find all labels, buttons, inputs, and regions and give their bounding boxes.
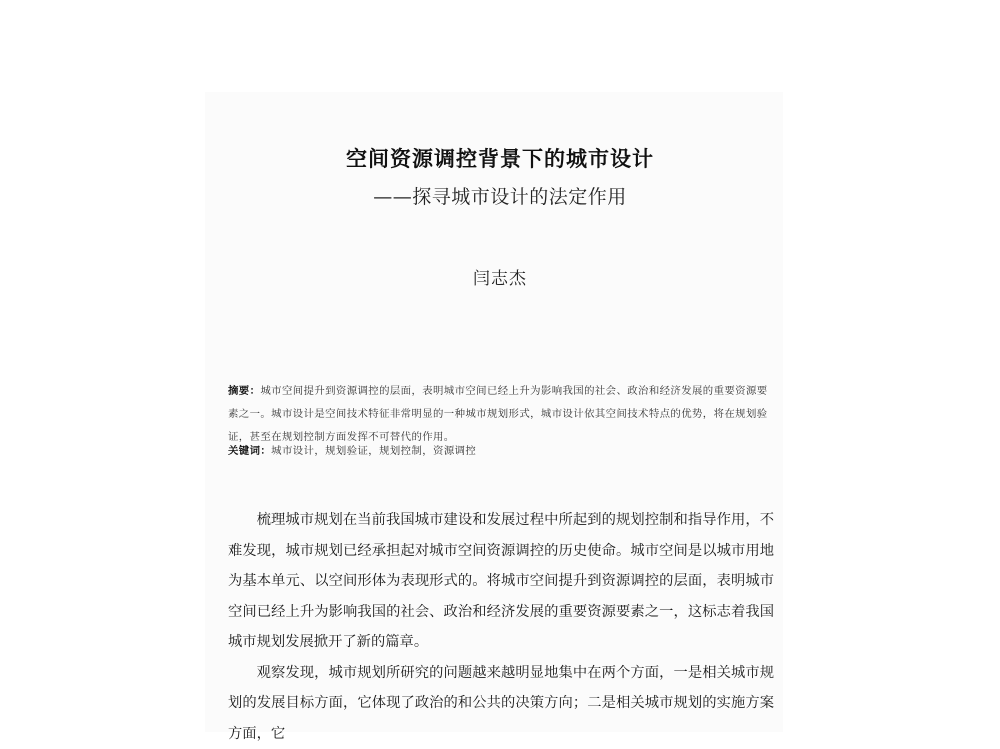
keywords <box>228 441 774 461</box>
document-subtitle: ——探寻城市设计的法定作用 <box>0 182 1000 209</box>
body-paragraph: 观察发现，城市规划所研究的问题越来越明显地集中在两个方面，一是相关城市规划的发展目标方面，它体现了政治的和公共的决策方向；二是相关城市规划的实施方案方面，它 <box>228 658 774 749</box>
abstract-text: 城市空间提升到资源调控的层面，表明城市空间已经上升为影响我国的社会、政治和经济发展的重要资源要素之一。城市设计是空间技术特征非常明显的一种城市规划形式，城市设计依其空间技术特点的优势，将在规划验证，甚至在规划控制方面发挥不可替代的作用。 <box>228 385 768 443</box>
body-text <box>228 505 774 749</box>
keywords-text: 城市设计，规划验证，规划控制，资源调控 <box>271 445 476 457</box>
keywords-label: 关键词： <box>228 445 271 457</box>
body-paragraph: 梳理城市规划在当前我国城市建设和发展过程中所起到的规划控制和指导作用，不难发现，城市规划已经承担起对城市空间资源调控的历史使命。城市空间是以城市用地为基本单元、以空间形体为表现形式的。将城市空间提升到资源调控的层面，表明城市空间已经上升为影响我国的社会、政治和经济发展的重要资源要素之一，这标志着我国城市规划发展掀开了新的篇章。 <box>228 505 774 658</box>
abstract-label: 摘要： <box>228 385 260 397</box>
abstract <box>228 380 774 449</box>
author-name: 闫志杰 <box>0 264 1000 289</box>
document-title: 空间资源调控背景下的城市设计 <box>0 143 1000 173</box>
